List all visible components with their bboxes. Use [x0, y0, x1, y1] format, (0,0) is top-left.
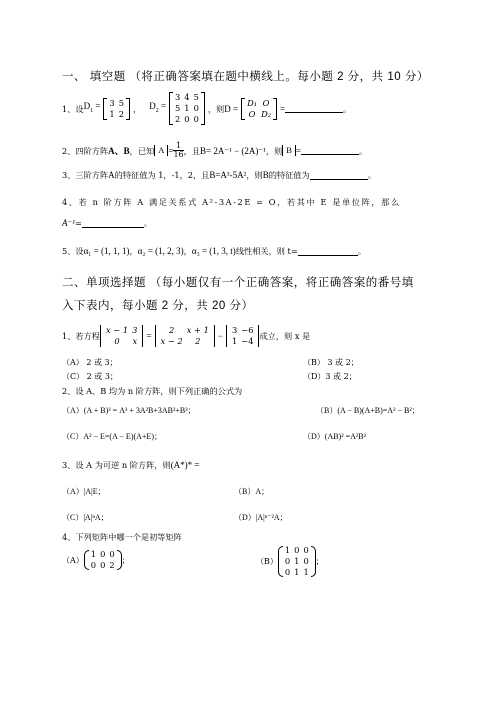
m1-option-c[interactable]: （C） 2 或 3； — [62, 372, 118, 381]
m3-option-b[interactable]: （B）A； — [234, 487, 270, 496]
q1-prefix: 1、设 — [62, 103, 84, 114]
d2-matrix — [169, 92, 205, 125]
question-5: 5、设 α₁ = (1, 1, 1) ， α₂ = (1, 2, 3) ， α₃ = (1, 3, t) 线性相关，则 t= 。 — [62, 246, 366, 256]
d1-matrix — [103, 98, 130, 120]
matrix-cell: 0 — [303, 556, 309, 566]
matrix-cell: 3 — [109, 97, 115, 108]
matrix-cell: 0 — [284, 556, 291, 566]
matrix-cell: 0 — [184, 114, 190, 124]
m1-option-d[interactable]: （D）3 或 2； — [303, 372, 357, 381]
matrix-cell: 1 — [294, 567, 300, 577]
m2-option-d[interactable]: （D）(AB)² =A²B² — [303, 432, 367, 441]
matrix-cell: 0 — [109, 549, 115, 559]
matrix-cell: 1 — [303, 567, 309, 577]
matrix-cell: 0 — [193, 114, 199, 124]
question-4-line-1: 4、若 n 阶方阵 A 满足关系式 A²-3A-2E = O，若其中 E 是单位阵，那么 — [62, 197, 401, 207]
d-block-matrix — [241, 98, 277, 120]
matrix-cell: 0 — [303, 545, 309, 555]
matrix-cell: 3 — [132, 325, 138, 335]
mc-question-3: 3、设 A 为可逆 n 阶方阵，则 (A*)* = — [62, 460, 200, 470]
matrix-cell: D₂ — [261, 108, 272, 119]
q2-formula: B= 2A⁻¹ − (2A)⁻¹ — [200, 145, 266, 156]
alpha-3: α₃ = (1, 3, t) — [191, 246, 236, 256]
determinant-3 — [226, 325, 260, 347]
matrix-option-a — [84, 549, 122, 571]
fraction-1-16: $\frac{1}{16}$ — [173, 141, 184, 159]
matrix-cell: 5 — [175, 103, 181, 113]
det-a: A — [154, 145, 168, 156]
matrix-cell: 2 — [109, 560, 115, 570]
matrix-cell: −4 — [241, 336, 254, 346]
d2-label: $D_2$ = — [149, 101, 167, 114]
matrix-cell: 2 — [195, 336, 201, 346]
mc-question-4: 4、下列矩阵中哪一个是初等矩阵 — [62, 532, 182, 542]
determinant-2 — [155, 325, 215, 347]
m1-option-a[interactable]: （A） 2 或 3； — [62, 358, 118, 367]
q2-answer-blank[interactable] — [301, 146, 359, 155]
matrix-cell: 0 — [90, 560, 97, 570]
question-2: 2、四阶方阵 A、B ，已知 A = $\frac{1}{16}$ ，且 B= 2A⁻¹ − (2A)⁻¹ ，则 B = 。 — [62, 141, 368, 159]
matrix-cell: x — [132, 336, 138, 346]
mc-question-1: 1、若方程 x − 1 3 0 x = 2 x + 1 x − 2 2 − 3 −6 1 −4 成立，则 x 是 — [62, 325, 311, 346]
matrix-cell: x − 2 — [160, 336, 183, 346]
matrix-cell: 0 — [294, 545, 300, 555]
matrix-cell: 0 — [284, 567, 291, 577]
matrix-cell: O — [248, 108, 256, 119]
section-2-title-line-2: 入下表内，每小题 2 分，共 20 分） — [62, 300, 254, 312]
matrix-cell: 1 — [294, 556, 300, 566]
matrix-cell: −6 — [241, 325, 254, 335]
matrix-cell: D₁ — [247, 97, 258, 108]
matrix-cell: x + 1 — [186, 325, 209, 335]
section-1-title: 一、 填空题 （将正确答案填在题中横线上。每小题 2 分，共 10 分） — [62, 71, 429, 83]
matrix-cell: 4 — [184, 92, 190, 102]
m3-option-a[interactable]: （A）|A|E； — [62, 487, 106, 496]
m3-option-d[interactable]: （D）|A|ⁿ⁻²A； — [234, 513, 288, 522]
m2-option-b[interactable]: （B）(A − B)(A+B)=A² − B²； — [316, 406, 420, 415]
matrix-cell: 2 — [118, 108, 124, 119]
adjugate-expression: (A*)* = — [170, 460, 200, 470]
matrix-cell: 5 — [118, 97, 124, 108]
matrix-cell: 0 — [193, 103, 199, 113]
q3-answer-blank[interactable] — [310, 171, 368, 180]
matrix-cell: 5 — [193, 92, 199, 102]
mc-question-2: 2、设 A、B 均为 n 阶方阵，则下列正确的公式为 — [62, 386, 243, 396]
q1-answer-blank[interactable] — [285, 104, 343, 113]
m4-option-b[interactable]: （B） 1 0 0 0 1 0 0 1 1 ； — [256, 545, 324, 577]
matrix-cell: 3 — [231, 325, 238, 335]
m4-option-a[interactable]: （A） 1 0 0 0 0 2 ； — [62, 549, 130, 570]
matrix-cell: 1 — [109, 108, 115, 119]
matrix-cell: 2 — [168, 325, 175, 335]
d1-label: $D_1$ = — [83, 101, 101, 114]
m2-option-c[interactable]: （C）A² − E=(A − E)(A+E)； — [62, 432, 162, 441]
matrix-cell: 2 — [175, 114, 181, 124]
matrix-cell: 0 — [100, 560, 106, 570]
matrix-cell: O — [262, 97, 270, 108]
matrix-option-b — [278, 545, 316, 578]
question-3: 3、三阶方阵 A 的特征值为 1，-1，2，且 B=A³-5A² ，则 B 的特征值为 。 — [62, 170, 376, 180]
q5-answer-blank[interactable] — [298, 247, 358, 256]
matrix-cell: 3 — [175, 92, 181, 102]
m3-option-c[interactable]: （C）|A|ⁿA； — [62, 513, 109, 522]
q1-then: ，则 — [207, 103, 225, 114]
alpha-1: α₁ = (1, 1, 1) — [83, 246, 130, 256]
m2-option-a[interactable]: （A）(A + B)³ = A³ + 3A²B+3AB²+B³； — [62, 406, 196, 415]
matrix-cell: x − 1 — [105, 325, 129, 335]
d-label: D = — [224, 103, 239, 114]
question-4-line-2: A⁻¹ = 。 — [62, 218, 153, 228]
alpha-2: α₂ = (1, 2, 3) — [137, 246, 184, 256]
matrix-cell: 1 — [184, 103, 190, 113]
matrix-cell: 0 — [100, 549, 106, 559]
determinant-1 — [100, 325, 143, 347]
matrix-cell: 1 — [90, 549, 97, 559]
det-b: B — [282, 145, 296, 156]
matrix-cell: 0 — [114, 336, 120, 346]
m1-option-b[interactable]: （B） 3 或 2； — [303, 358, 359, 367]
section-2-title-line-1: 二、单项选择题 （每小题仅有一个正确答案，将正确答案的番号填 — [62, 277, 414, 289]
question-1: 1、设 $D_1$ = 3 5 1 2 ， $D_2$ = 3 4 5 5 1 0 2 0 0 ，则 D = D₁ O O D₂ = 。 — [62, 92, 352, 124]
q3-formula: B=A³-5A² — [209, 170, 247, 180]
matrix-cell: 1 — [284, 545, 291, 555]
matrix-cell: 1 — [231, 336, 238, 346]
q4-answer-blank[interactable] — [82, 219, 144, 228]
